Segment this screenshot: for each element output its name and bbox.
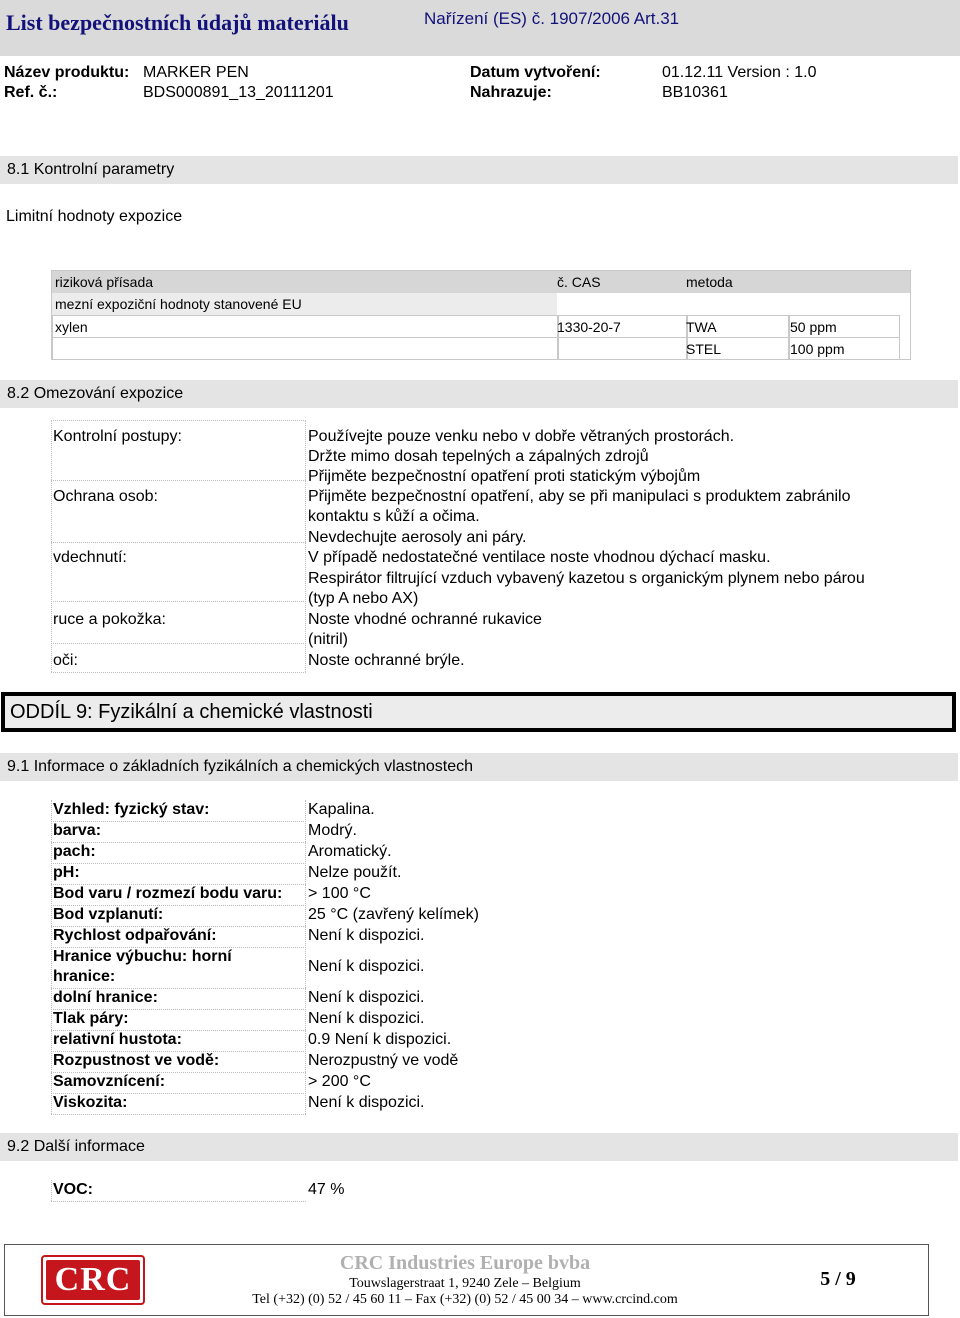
substance-name: xylen bbox=[55, 319, 88, 335]
controls-left-border bbox=[51, 420, 52, 672]
document-header bbox=[0, 0, 960, 56]
value-stel: 100 ppm bbox=[790, 341, 845, 357]
section-9-title: ODDÍL 9: Fyzikální a chemické vlastnosti bbox=[1, 692, 956, 732]
row-separator bbox=[51, 420, 306, 421]
control-line: Noste ochranné brýle. bbox=[308, 652, 465, 669]
page-number: 5 / 9 bbox=[820, 1268, 856, 1290]
prop-value: Není k dispozici. bbox=[308, 1010, 425, 1027]
prop-value: Není k dispozici. bbox=[308, 958, 425, 975]
prop-value: Není k dispozici. bbox=[308, 1094, 425, 1111]
prop-label: Samovznícení: bbox=[53, 1073, 166, 1090]
prop-label: Tlak páry: bbox=[53, 1010, 129, 1027]
replaces-value: BB10361 bbox=[662, 84, 728, 101]
controls-column-divider bbox=[305, 420, 306, 672]
control-line: (typ A nebo AX) bbox=[308, 590, 419, 607]
col-method: metoda bbox=[686, 274, 733, 290]
prop-label: dolní hranice: bbox=[53, 989, 158, 1006]
prop-label-continued: hranice: bbox=[53, 968, 116, 985]
prop-value: 25 °C (zavřený kelímek) bbox=[308, 906, 479, 923]
row-separator bbox=[51, 1201, 306, 1202]
prop-label: Bod varu / rozmezí bodu varu: bbox=[53, 885, 283, 902]
ref-value: BDS000891_13_20111201 bbox=[143, 84, 334, 101]
product-name-label: Název produktu: bbox=[4, 64, 130, 81]
prop-label: pH: bbox=[53, 864, 80, 881]
row-separator bbox=[51, 672, 306, 673]
row-separator bbox=[51, 480, 306, 481]
row-separator bbox=[51, 542, 306, 543]
prop-value: Modrý. bbox=[308, 822, 357, 839]
control-line: kontaktu s kůží a očima. bbox=[308, 508, 480, 525]
prop-value: Není k dispozici. bbox=[308, 927, 425, 944]
exposure-limits-table bbox=[51, 270, 911, 360]
prop-value: Kapalina. bbox=[308, 801, 375, 818]
created-value: 01.12.11 Version : 1.0 bbox=[662, 64, 817, 81]
props-column-divider bbox=[305, 800, 306, 1114]
row-separator bbox=[51, 643, 306, 644]
product-name-value: MARKER PEN bbox=[143, 64, 249, 81]
table-row bbox=[52, 315, 900, 338]
props-left-border bbox=[51, 800, 52, 1114]
row-separator bbox=[51, 863, 306, 864]
prop-value: Není k dispozici. bbox=[308, 989, 425, 1006]
prop-value: > 200 °C bbox=[308, 1073, 371, 1090]
method-twa: TWA bbox=[686, 319, 717, 335]
crc-logo-text: CRC bbox=[46, 1260, 140, 1300]
exposure-limits-subheading: Limitní hodnoty expozice bbox=[6, 208, 183, 225]
footer-contact: Tel (+32) (0) 52 / 45 60 11 – Fax (+32) (0) 52 / 45 00 34 – www.crcind.com bbox=[252, 1292, 678, 1307]
control-line: Respirátor filtrující vzduch vybavený kazetou s organickým plynem nebo párou bbox=[308, 570, 865, 587]
label-eyes: oči: bbox=[53, 652, 78, 669]
control-line: Držte mimo dosah tepelných a zápalných zdrojů bbox=[308, 448, 649, 465]
row-separator bbox=[51, 1114, 306, 1115]
prop-label: Bod vzplanutí: bbox=[53, 906, 164, 923]
prop-label: Vzhled: fyzický stav: bbox=[53, 801, 210, 818]
control-line: Používejte pouze venku nebo v dobře větraných prostorách. bbox=[308, 428, 735, 445]
prop-label: Rychlost odpařování: bbox=[53, 927, 217, 944]
label-hands-skin: ruce a pokožka: bbox=[53, 611, 166, 628]
prop-label: pach: bbox=[53, 843, 96, 860]
regulation-reference: Nařízení (ES) č. 1907/2006 Art.31 bbox=[424, 9, 680, 28]
replaces-label: Nahrazuje: bbox=[470, 84, 552, 101]
prop-label: relativní hustota: bbox=[53, 1031, 182, 1048]
footer-address: Touwslagerstraat 1, 9240 Zele – Belgium bbox=[349, 1276, 581, 1291]
prop-value: > 100 °C bbox=[308, 885, 371, 902]
label-control-procedures: Kontrolní postupy: bbox=[53, 428, 182, 445]
prop-label: barva: bbox=[53, 822, 102, 839]
value-twa: 50 ppm bbox=[790, 319, 837, 335]
voc-value: 47 % bbox=[308, 1181, 345, 1198]
section-9-1-heading: 9.1 Informace o základních fyzikálních a chemických vlastnostech bbox=[0, 753, 958, 781]
prop-value: Nelze použít. bbox=[308, 864, 402, 881]
table-header-row bbox=[52, 271, 910, 293]
row-separator bbox=[51, 601, 306, 602]
table-subheader: mezní expoziční hodnoty stanovené EU bbox=[55, 296, 302, 312]
crc-logo bbox=[41, 1255, 145, 1305]
voc-left-border bbox=[51, 1180, 52, 1201]
prop-value: Aromatický. bbox=[308, 843, 392, 860]
control-line: Přijměte bezpečnostní opatření proti statickým výbojům bbox=[308, 468, 701, 485]
prop-label: Hranice výbuchu: horní bbox=[53, 948, 232, 965]
control-line: (nitril) bbox=[308, 631, 348, 648]
method-stel: STEL bbox=[686, 341, 722, 357]
section-8-2-heading: 8.2 Omezování expozice bbox=[0, 380, 958, 408]
control-line: Nevdechujte aerosoly ani páry. bbox=[308, 529, 527, 546]
col-substance: riziková přísada bbox=[55, 274, 154, 290]
ref-label: Ref. č.: bbox=[4, 84, 58, 101]
created-label: Datum vytvoření: bbox=[470, 64, 601, 81]
document-title: List bezpečnostních údajů materiálu bbox=[6, 10, 349, 35]
voc-label: VOC: bbox=[53, 1181, 93, 1198]
label-respiratory: vdechnutí: bbox=[53, 549, 127, 566]
prop-value: Nerozpustný ve vodě bbox=[308, 1052, 459, 1069]
table-row bbox=[52, 337, 900, 360]
label-personal-protection: Ochrana osob: bbox=[53, 488, 158, 505]
section-9-2-heading: 9.2 Další informace bbox=[0, 1133, 958, 1161]
section-8-1-heading: 8.1 Kontrolní parametry bbox=[0, 156, 958, 184]
control-line: Noste vhodné ochranné rukavice bbox=[308, 611, 542, 628]
footer-company: CRC Industries Europe bvba bbox=[339, 1252, 591, 1274]
cas-number: 1330-20-7 bbox=[557, 319, 621, 335]
col-cas: č. CAS bbox=[557, 274, 601, 290]
prop-label: Rozpustnost ve vodě: bbox=[53, 1052, 220, 1069]
prop-value: 0.9 Není k dispozici. bbox=[308, 1031, 452, 1048]
control-line: Přijměte bezpečnostní opatření, aby se při manipulaci s produktem zabránilo bbox=[308, 488, 851, 505]
prop-label: Viskozita: bbox=[53, 1094, 128, 1111]
control-line: V případě nedostatečné ventilace noste vhodnou dýchací masku. bbox=[308, 549, 771, 566]
